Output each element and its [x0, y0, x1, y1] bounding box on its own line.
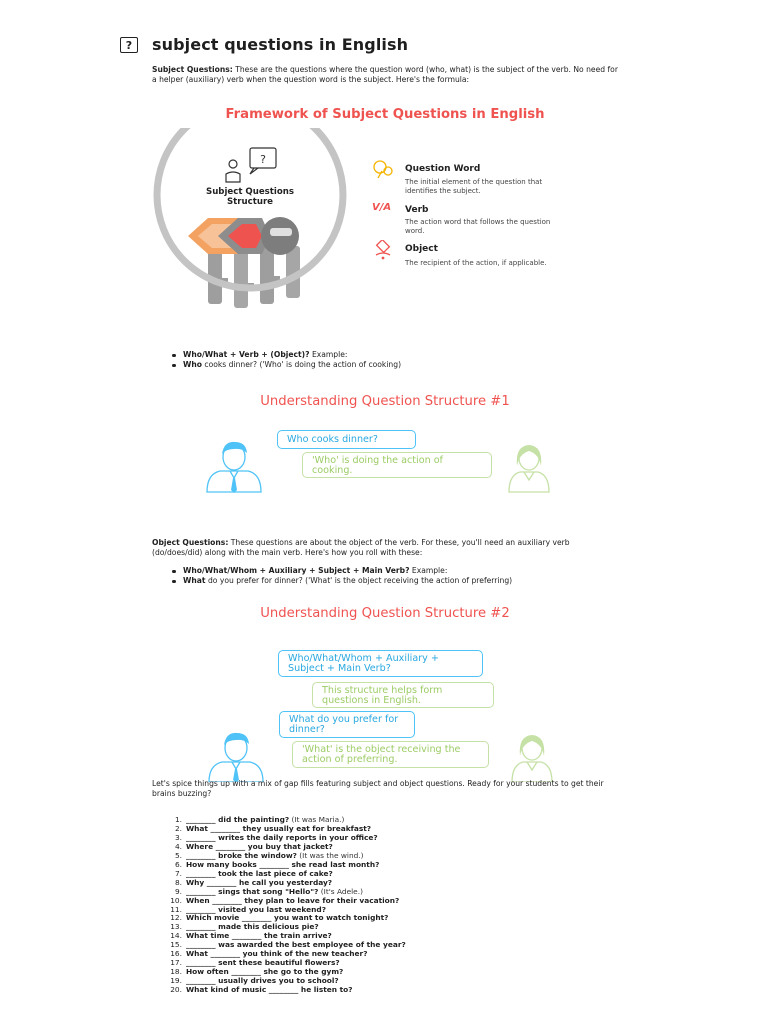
question-box-icon: ? — [120, 37, 138, 53]
subject-questions-intro — [152, 65, 622, 85]
item-number: 1. — [174, 815, 182, 824]
item-number: 14. — [170, 931, 182, 941]
item-number: 12. — [170, 913, 182, 923]
gap-fill-question: Where ________ you buy that jacket? — [186, 841, 333, 851]
desc-line: The action word that follows the question — [405, 218, 551, 226]
intro-label: Subject Questions: — [152, 65, 233, 74]
gap-fill-question: ________ did the painting? — [186, 815, 290, 824]
framework-desc — [405, 259, 595, 268]
object-formula-list — [172, 566, 512, 586]
person-question-icon — [226, 148, 276, 182]
bullet-bold: Who/What/Whom + Auxiliary + Subject + Main Verb? — [183, 566, 410, 575]
center-label-line-2: Structure — [226, 197, 274, 207]
keyring-illustration — [150, 128, 370, 323]
verb-icon: V/A — [372, 202, 392, 213]
gap-fill-hint: (It was the wind.) — [296, 850, 364, 860]
item-number: 17. — [170, 958, 182, 968]
section1-title: Understanding Question Structure #1 — [260, 394, 510, 409]
speech-bubble-structure: Who/What/Whom + Auxiliary + Subject + Main Verb? — [278, 650, 483, 677]
gap-fill-question: ________ writes the daily reports in your office? — [186, 832, 378, 842]
woman-illustration-2 — [508, 732, 556, 782]
gap-fill-question: ________ took the last piece of cake? — [186, 868, 333, 878]
question-mark-glyph: ? — [260, 153, 266, 166]
speech-bubble-explanation: This structure helps form questions in English. — [312, 682, 494, 708]
speech-bubble-answer: 'Who' is doing the action of cooking. — [302, 452, 492, 478]
desc-line: The recipient of the action, if applicable. — [405, 259, 547, 267]
item-number: 15. — [170, 940, 182, 950]
bullet-text: Example: — [409, 566, 448, 575]
list-item — [172, 360, 401, 370]
center-label — [180, 187, 320, 207]
item-number: 9. — [174, 886, 182, 896]
bullet-bold: Who — [183, 360, 202, 369]
exercise-intro: Let's spice things up with a mix of gap fills featuring subject and object questions. Ready for your students to get their brains buzzing? — [152, 779, 604, 798]
item-number: 3. — [174, 832, 182, 842]
bullet-bold: Who/What + Verb + (Object)? — [183, 350, 310, 359]
gap-fill-question: ________ broke the window? — [186, 850, 297, 860]
desc-line: identifies the subject. — [405, 186, 481, 195]
question-word-icon — [372, 160, 394, 178]
center-label-line-1: Subject Questions — [206, 187, 294, 197]
item-number: 2. — [174, 823, 182, 833]
man-illustration — [204, 438, 264, 494]
object-intro-text: These questions are about the object of the verb. For these, you'll need an auxiliary verb (do/does/did) along with the main verb. Here's how you roll with these: — [152, 538, 570, 557]
gap-fill-question: How many books ________ she read last month? — [186, 859, 380, 869]
gap-fill-question: ________ sings that song "Hello"? — [186, 886, 319, 896]
gap-fill-question: ________ usually drives you to school? — [186, 976, 339, 986]
item-number: 6. — [174, 859, 182, 869]
framework-desc — [405, 178, 595, 195]
item-number: 7. — [174, 868, 182, 878]
keys-graphic — [188, 217, 300, 308]
item-number: 10. — [170, 895, 182, 905]
desc-line: The initial element of the question that — [405, 178, 543, 186]
bullet-text: cooks dinner? ('Who' is doing the action of cooking) — [202, 360, 402, 369]
speech-bubble-example: What do you prefer for dinner? — [279, 711, 415, 738]
framework-title: Framework of Subject Questions in English — [225, 107, 545, 122]
item-number: 5. — [174, 850, 182, 860]
framework-desc — [405, 218, 595, 235]
framework-label: Verb — [405, 205, 429, 215]
gap-fill-question: ________ made this delicious pie? — [186, 922, 319, 932]
exercise-list — [162, 816, 406, 995]
list-item — [172, 576, 512, 586]
gap-fill-question: ________ visited you last weekend? — [186, 904, 327, 914]
gap-fill-hint: (It was Maria.) — [289, 815, 345, 824]
item-number: 16. — [170, 949, 182, 959]
gap-fill-question: Why ________ he call you yesterday? — [186, 877, 333, 887]
item-number: 13. — [170, 922, 182, 932]
intro-text: These are the questions where the question word (who, what) is the subject of the verb. No need for a helper (auxiliary) verb when the question word is the subject. Here's the formula: — [152, 65, 618, 84]
bullet-text: do you prefer for dinner? ('What' is the object receiving the action of preferring) — [205, 576, 513, 585]
gap-fill-question: How often ________ she go to the gym? — [186, 967, 344, 977]
object-intro-label: Object Questions: — [152, 538, 229, 547]
item-number: 19. — [170, 976, 182, 986]
item-number: 18. — [170, 967, 182, 977]
object-icon — [374, 240, 392, 260]
gap-fill-question: What ________ you think of the new teacher? — [186, 949, 368, 959]
item-number: 4. — [174, 841, 182, 851]
object-questions-intro — [152, 538, 622, 558]
gap-fill-question: Which movie ________ you want to watch tonight? — [186, 913, 389, 923]
desc-line: word. — [405, 226, 425, 235]
list-item — [172, 350, 401, 360]
speech-bubble-example-answer: 'What' is the object receiving the action of preferring. — [292, 741, 489, 768]
gap-fill-question: ________ was awarded the best employee of the year? — [186, 940, 406, 950]
gap-fill-question: What time ________ the train arrive? — [186, 931, 332, 941]
gap-fill-question: ________ sent these beautiful flowers? — [186, 958, 340, 968]
gap-fill-hint: (It's Adele.) — [318, 886, 363, 896]
woman-illustration — [505, 442, 553, 494]
gap-fill-question: When ________ they plan to leave for their vacation? — [186, 895, 400, 905]
page-title: subject questions in English — [152, 35, 409, 54]
item-number: 20. — [170, 985, 182, 995]
gap-fill-question: What kind of music ________ he listen to? — [186, 985, 353, 995]
subject-formula-list — [172, 350, 401, 370]
item-number: 11. — [170, 904, 182, 914]
man-illustration-2 — [206, 730, 266, 782]
gap-fill-question: What ________ they usually eat for breakfast? — [186, 823, 372, 833]
framework-label: Question Word — [405, 164, 481, 174]
list-item — [172, 566, 512, 576]
speech-bubble-question: Who cooks dinner? — [277, 430, 416, 449]
framework-label: Object — [405, 244, 438, 254]
list-item — [162, 986, 406, 995]
bullet-bold: What — [183, 576, 206, 585]
bullet-text: Example: — [309, 350, 348, 359]
section2-title: Understanding Question Structure #2 — [260, 606, 510, 621]
item-number: 8. — [174, 877, 182, 887]
